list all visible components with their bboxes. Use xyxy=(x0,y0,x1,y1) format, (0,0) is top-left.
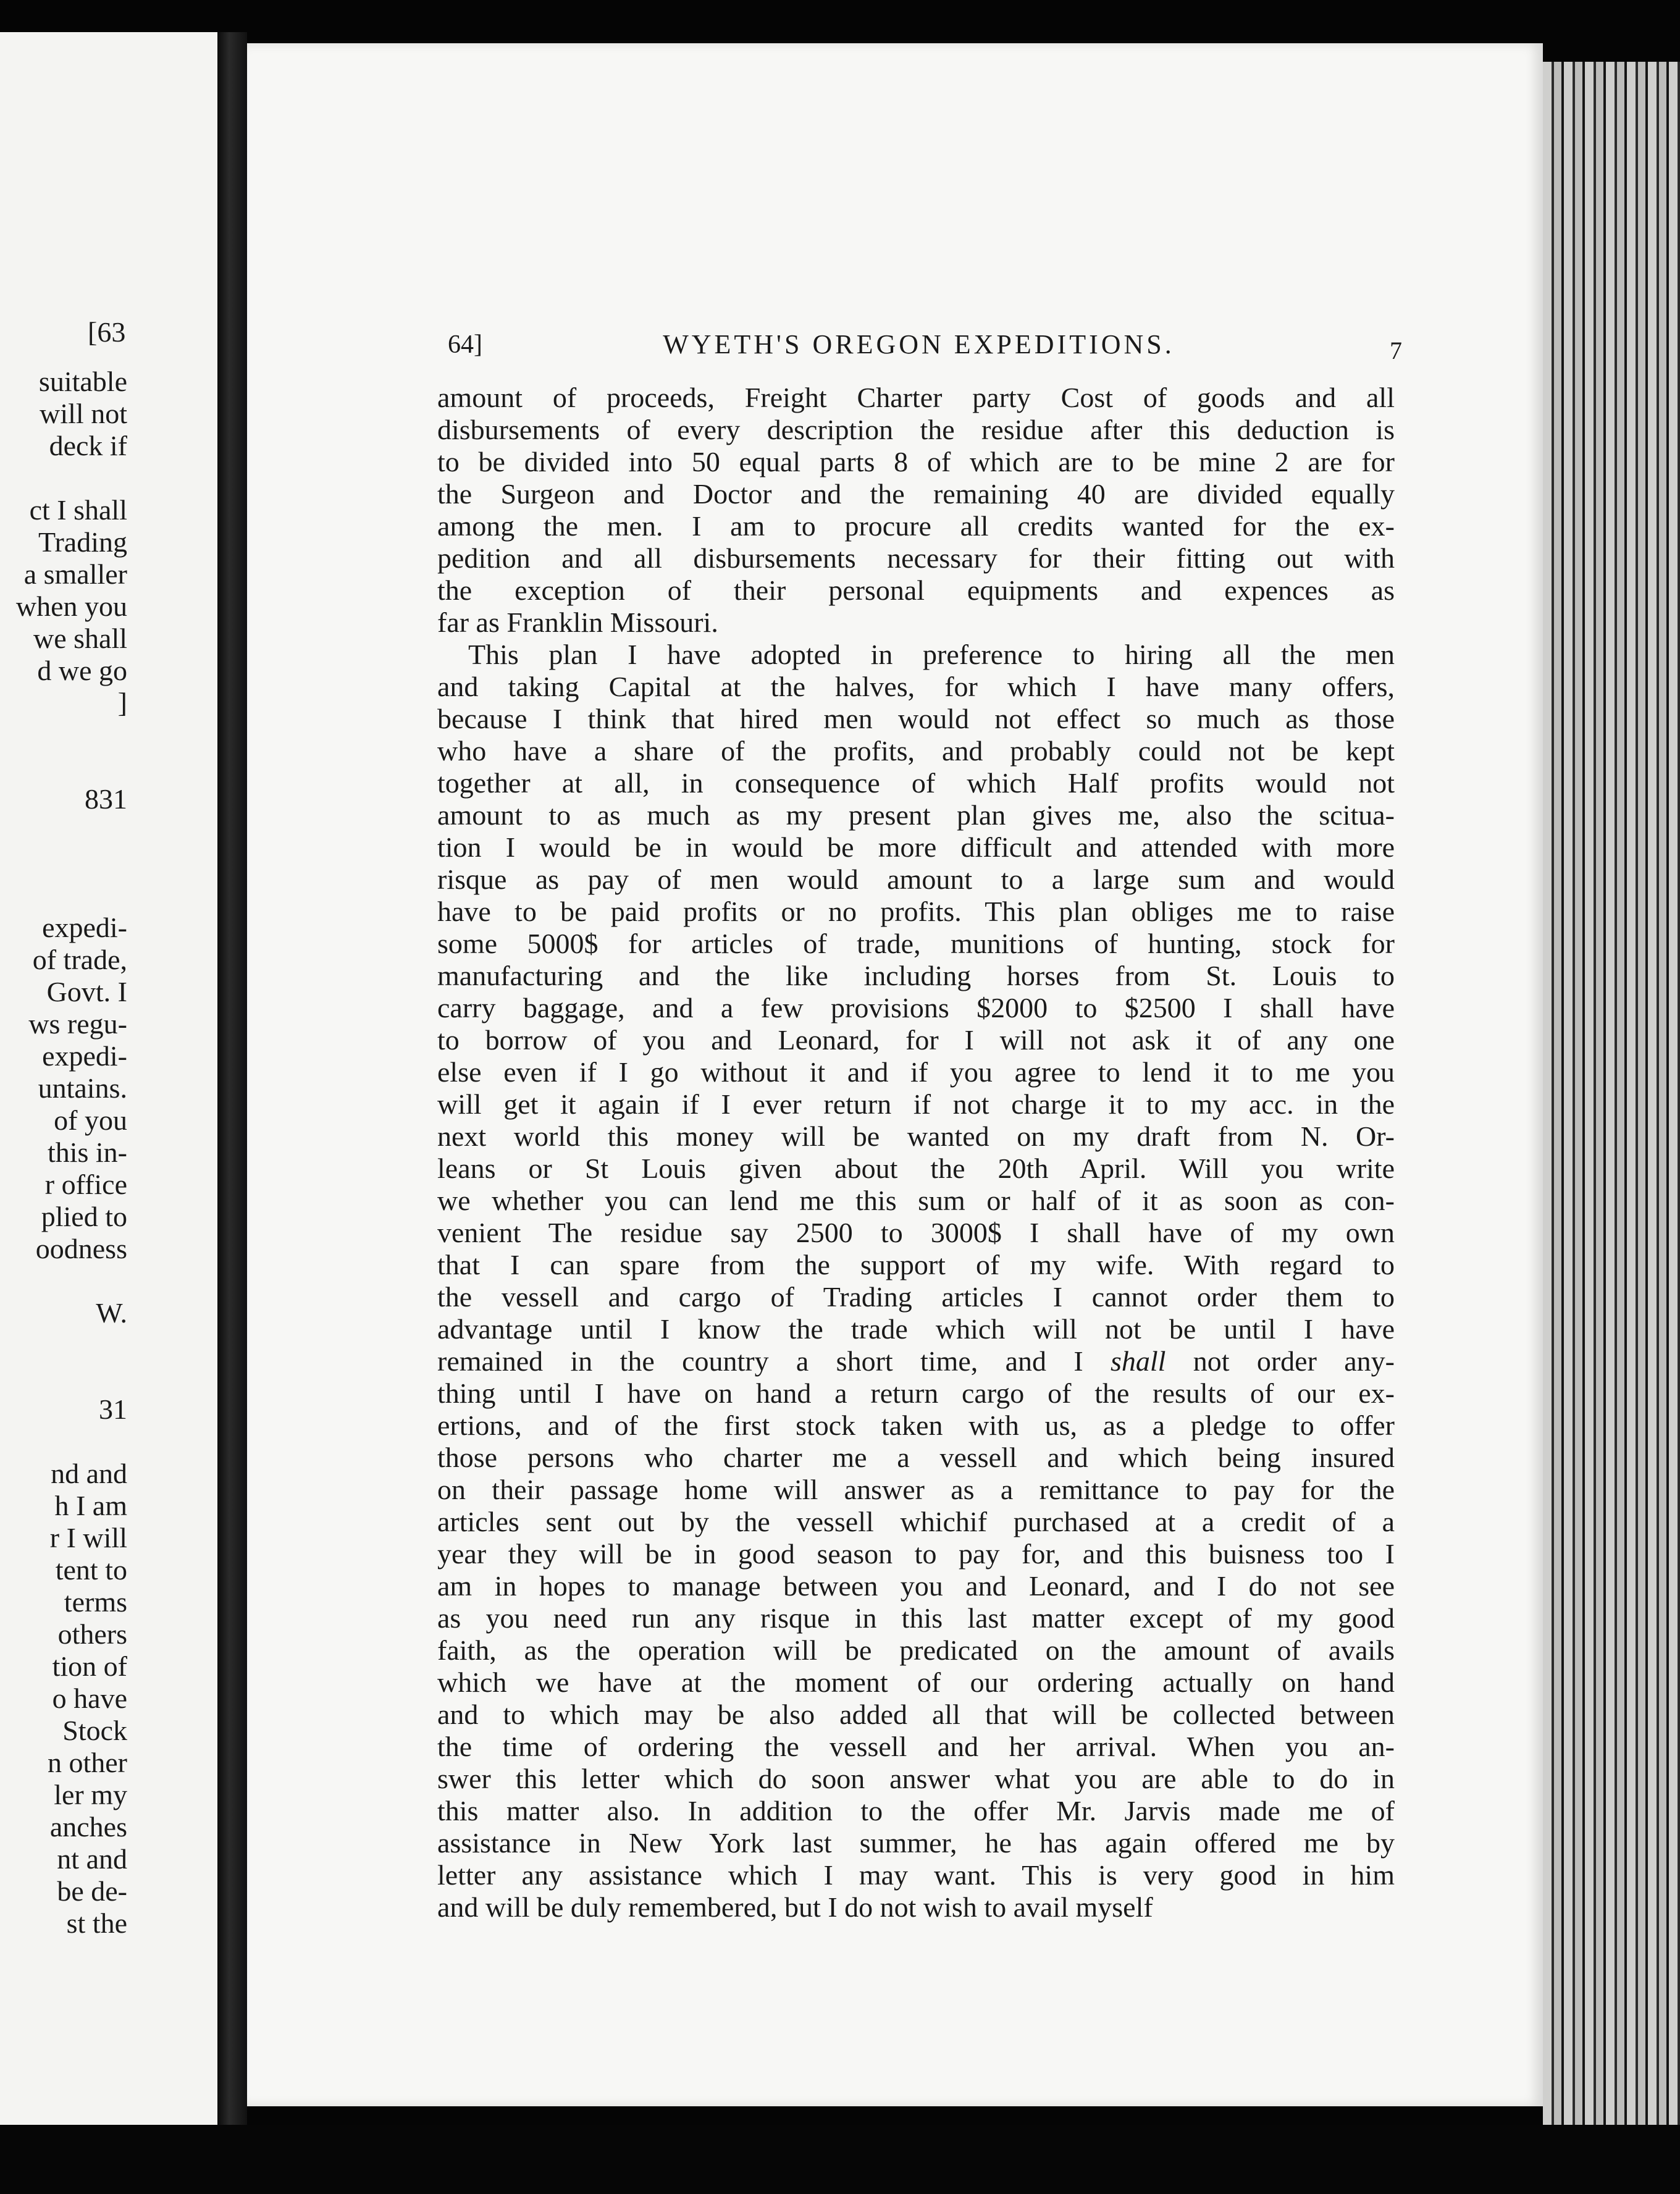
text-line: and taking Capital at the halves, for which I have many offers, xyxy=(437,671,1395,702)
text-line: disbursements of every description the residue after this deduction is xyxy=(437,414,1395,445)
previous-page-line: r office xyxy=(44,1169,127,1200)
previous-page-line: others xyxy=(57,1618,127,1650)
text-line: year they will be in good season to pay for, and this buisness too I xyxy=(437,1538,1395,1570)
text-line: manufacturing and the like including horses from St. Louis to xyxy=(437,960,1395,991)
book-page xyxy=(247,43,1543,2106)
text-line: because I think that hired men would not effect so much as those xyxy=(437,703,1395,734)
previous-page-line: ler my xyxy=(54,1779,127,1810)
text-line: together at all, in consequence of which Half profits would not xyxy=(437,767,1395,799)
previous-page-line: o have xyxy=(52,1683,127,1714)
text-line: that I can spare from the support of my wife. With regard to xyxy=(437,1249,1395,1280)
previous-page-line: terms xyxy=(64,1586,127,1618)
text-line: pedition and all disbursements necessary for their fitting out with xyxy=(437,542,1395,574)
running-title: WYETH'S OREGON EXPEDITIONS. xyxy=(663,329,1175,359)
text-line: This plan I have adopted in preference to hiring all the men xyxy=(468,639,1395,670)
page-number: 64] xyxy=(448,330,482,359)
text-line: venient The residue say 2500 to 3000$ I shall have of my own xyxy=(437,1217,1395,1248)
previous-page-number: [63 xyxy=(88,316,126,348)
previous-page-line: expedi- xyxy=(42,1040,127,1072)
previous-page-line: be de- xyxy=(57,1875,127,1907)
previous-page-line: Govt. I xyxy=(46,976,127,1007)
book-gutter xyxy=(217,32,247,2132)
text-line: letter any assistance which I may want. This is very good in him xyxy=(437,1859,1395,1891)
text-line: will get it again if I ever return if not charge it to my acc. in the xyxy=(437,1088,1395,1120)
previous-page-line: of trade, xyxy=(32,944,127,975)
page-edges xyxy=(1543,62,1680,2150)
previous-page-line: n other xyxy=(47,1747,127,1778)
previous-page-line: Stock xyxy=(62,1715,127,1746)
previous-page-line: ] xyxy=(117,687,127,718)
previous-page-line: anches xyxy=(49,1811,127,1843)
previous-page-line: expedi- xyxy=(42,912,127,943)
previous-page-line: h I am xyxy=(54,1490,127,1521)
text-line: who have a share of the profits, and probably could not be kept xyxy=(437,735,1395,767)
text-line: ertions, and of the first stock taken with us, as a pledge to offer xyxy=(437,1410,1395,1441)
text-line: the vessell and cargo of Trading articles I cannot order them to xyxy=(437,1281,1395,1313)
previous-page-line: ws regu- xyxy=(28,1008,127,1040)
text-line: faith, as the operation will be predicated on the amount of avails xyxy=(437,1634,1395,1666)
previous-page-line: d we go xyxy=(37,655,127,686)
previous-page-line: 831 xyxy=(85,783,127,815)
text-line: risque as pay of men would amount to a large sum and would xyxy=(437,864,1395,895)
signature-mark: 7 xyxy=(1390,337,1402,364)
text-line: on their passage home will answer as a remittance to pay for the xyxy=(437,1474,1395,1505)
text-line: tion I would be in would be more difficult and attended with more xyxy=(437,831,1395,863)
previous-page-line: suitable xyxy=(38,366,127,397)
previous-page-line: tion of xyxy=(52,1650,127,1682)
body-text xyxy=(437,382,1395,1923)
text-line: advantage until I know the trade which will not be until I have xyxy=(437,1313,1395,1345)
text-line: some 5000$ for articles of trade, munitions of hunting, stock for xyxy=(437,928,1395,959)
previous-page-line: will not xyxy=(40,398,127,429)
text-line: among the men. I am to procure all credits wanted for the ex- xyxy=(437,510,1395,542)
text-line: far as Franklin Missouri. xyxy=(437,607,718,638)
previous-page-line: we shall xyxy=(33,623,127,654)
text-line: and to which may be also added all that will be collected between xyxy=(437,1699,1395,1730)
text-line: articles sent out by the vessell whichif purchased at a credit of a xyxy=(437,1506,1395,1537)
text-line: the exception of their personal equipments and expences as xyxy=(437,574,1395,606)
running-head xyxy=(448,326,1402,369)
text-line: the Surgeon and Doctor and the remaining 40 are divided equally xyxy=(437,478,1395,510)
previous-page-line: ct I shall xyxy=(29,494,127,526)
text-line: have to be paid profits or no profits. This plan obliges me to raise xyxy=(437,896,1395,927)
text-line: else even if I go without it and if you agree to lend it to me you xyxy=(437,1056,1395,1088)
text-line: am in hopes to manage between you and Leonard, and I do not see xyxy=(437,1570,1395,1602)
previous-page-line: this in- xyxy=(47,1137,127,1168)
previous-page-line: r I will xyxy=(49,1522,127,1553)
bottom-shadow xyxy=(0,2125,1680,2194)
text-line: swer this letter which do soon answer what you are able to do in xyxy=(437,1763,1395,1794)
previous-page-line: tent to xyxy=(55,1554,127,1586)
text-line: assistance in New York last summer, he has again offered me by xyxy=(437,1827,1395,1859)
previous-page-line: nd and xyxy=(51,1458,127,1489)
previous-page-line: oodness xyxy=(35,1233,127,1264)
previous-page-line: st the xyxy=(66,1907,127,1939)
previous-page-line: W. xyxy=(96,1297,127,1329)
previous-page-line: nt and xyxy=(57,1843,127,1875)
previous-page-line: untains. xyxy=(38,1072,127,1104)
text-line: thing until I have on hand a return cargo of the results of our ex- xyxy=(437,1377,1395,1409)
text-line: and will be duly remembered, but I do not wish to avail myself xyxy=(437,1891,1153,1923)
previous-page-line: of you xyxy=(54,1104,127,1136)
text-line: those persons who charter me a vessell and which being insured xyxy=(437,1442,1395,1473)
text-line: to be divided into 50 equal parts 8 of which are to be mine 2 are for xyxy=(437,446,1395,477)
previous-page-sliver xyxy=(0,32,221,2125)
text-line: next world this money will be wanted on my draft from N. Or- xyxy=(437,1120,1395,1152)
text-line: this matter also. In addition to the offer Mr. Jarvis made me of xyxy=(437,1795,1395,1826)
previous-page-line: deck if xyxy=(49,430,127,461)
previous-page-line: when you xyxy=(15,591,127,622)
text-line: remained in the country a short time, and I shall not order any- xyxy=(437,1345,1395,1377)
text-line: amount to as much as my present plan gives me, also the scitua- xyxy=(437,799,1395,831)
text-line: to borrow of you and Leonard, for I will not ask it of any one xyxy=(437,1024,1395,1056)
text-line: amount of proceeds, Freight Charter party Cost of goods and all xyxy=(437,382,1395,413)
previous-page-line: a smaller xyxy=(23,558,127,590)
text-line: as you need run any risque in this last matter except of my good xyxy=(437,1602,1395,1634)
text-line: leans or St Louis given about the 20th April. Will you write xyxy=(437,1153,1395,1184)
text-line: which we have at the moment of our ordering actually on hand xyxy=(437,1667,1395,1698)
italic-emphasis: shall xyxy=(1110,1345,1166,1377)
previous-page-line: 31 xyxy=(99,1393,127,1425)
previous-page-line: Trading xyxy=(38,526,127,558)
text-line: carry baggage, and a few provisions $2000 to $2500 I shall have xyxy=(437,992,1395,1023)
text-line: the time of ordering the vessell and her arrival. When you an- xyxy=(437,1731,1395,1762)
text-line: we whether you can lend me this sum or half of it as soon as con- xyxy=(437,1185,1395,1216)
previous-page-line: plied to xyxy=(41,1201,127,1232)
